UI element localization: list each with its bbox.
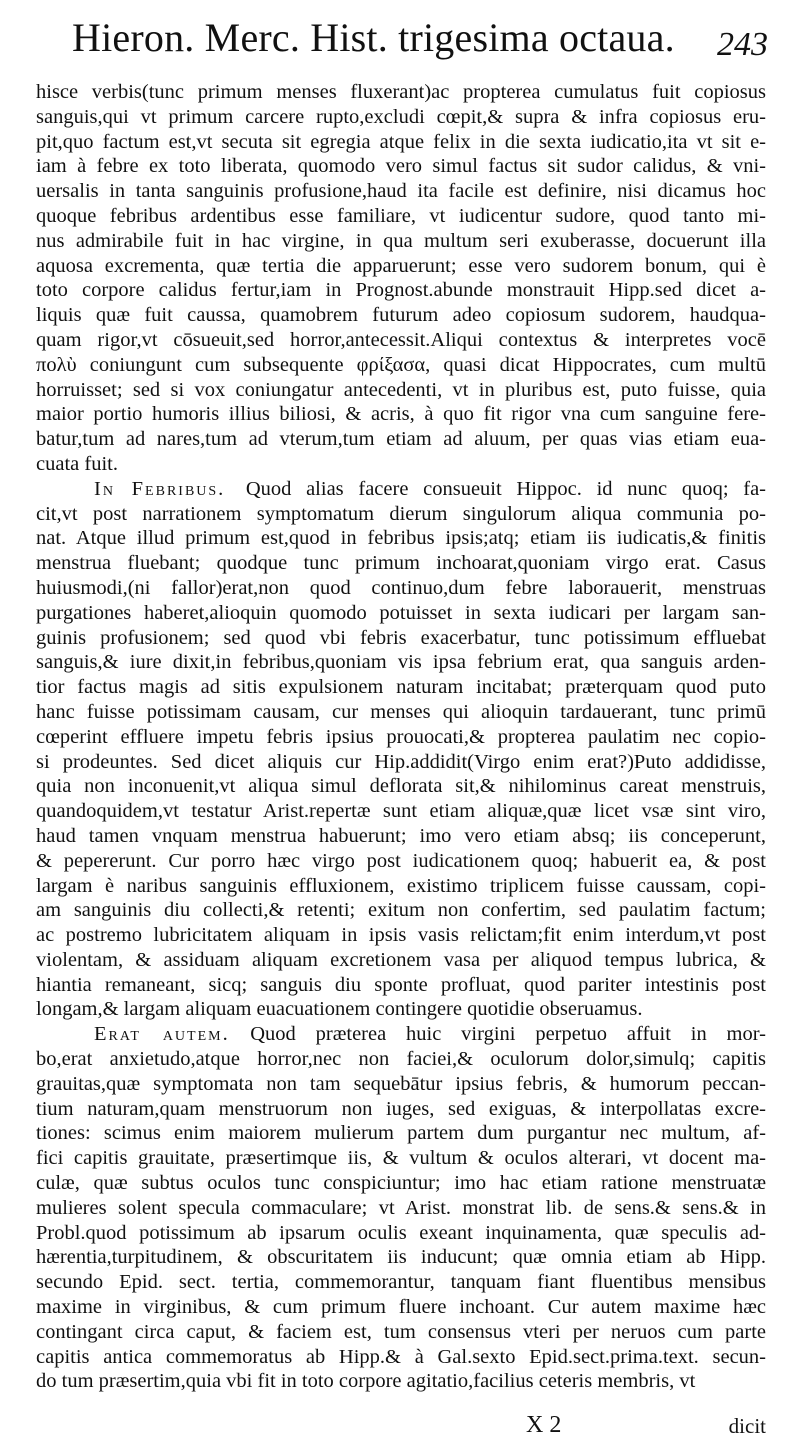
page-number: 243 — [717, 26, 768, 63]
text-line — [36, 427, 766, 452]
text-line — [36, 824, 766, 849]
section-lemma: Erat autem. — [94, 1023, 230, 1046]
text-line — [36, 1171, 766, 1196]
line-text: fici capitis grauitate, præsertimque iis, & vultum & oculos alterari, vt docent ma- — [36, 1147, 766, 1170]
paragraph — [36, 1022, 766, 1394]
text-line — [36, 130, 766, 155]
line-text: guinis profusionem; sed quod vbi febris exacerbatur, tunc potissimum effluebat — [36, 626, 766, 649]
line-text: mulieres solent specula commaculare; vt Arist. monstrat lib. de sens.& sens.& in — [36, 1196, 766, 1219]
text-line — [36, 675, 766, 700]
line-text: liquis quæ fuit caussa, quamobrem futurum adeo copiosum sudorem, haudqua- — [36, 304, 766, 327]
section-lemma: In Febribus. — [94, 477, 226, 500]
text-line — [36, 551, 766, 576]
line-text: violentam, & assiduam aliquam excretionem vasa per aliquod tempus lubrica, & — [36, 948, 766, 971]
line-text: cuata fuit. — [36, 452, 118, 475]
line-text: tior factus magis ad sitis expulsionem naturam incitabat; præterquam quod puto — [36, 676, 766, 699]
page-header — [72, 14, 772, 76]
line-text: hisce verbis(tunc primum menses fluxerant)ac propterea cumulatus fuit copiosus — [36, 81, 766, 103]
text-line — [36, 1320, 766, 1345]
text-line — [36, 1047, 766, 1072]
text-line — [36, 923, 766, 948]
line-text: nat. Atque illud primum est,quod in febribus ipsis;atq; etiam iis iudicatis,& finitis — [36, 527, 766, 550]
text-line — [36, 154, 766, 179]
text-line — [36, 874, 766, 899]
text-line — [36, 229, 766, 254]
line-text: cit,vt post narrationem symptomatum dierum singulorum aliqua communia po- — [36, 502, 766, 525]
line-text: hiantia remaneant, sicq; sanguis diu sponte profluat, quod pariter intestinis post — [36, 973, 766, 996]
line-text: capitis antica commemoratus ab Hipp.& à Gal.sexto Epid.sect.prima.text. secun- — [36, 1345, 766, 1368]
catchword: dicit — [728, 1414, 766, 1438]
line-text: culæ, quæ subtus oculos tunc conspiciuntur; imo hac etiam ratione menstruatæ — [36, 1172, 766, 1195]
line-text: largam è naribus sanguinis effluxionem, existimo triplicem fuisse caussam, copi- — [36, 874, 766, 897]
text-line — [36, 750, 766, 775]
text-line — [36, 1097, 766, 1122]
text-line — [36, 402, 766, 427]
line-text: iam à febre ex toto liberata, quomodo vero simul factus sit sudor calidus, & vni- — [36, 155, 766, 178]
line-text: hanc fuisse potissimam causam, cur menses qui alioquin tardauerant, tunc primū — [36, 700, 766, 723]
line-text: Quod alias facere consueuit Hippoc. id nunc quoq; fa- — [245, 477, 766, 500]
line-text: menstrua fluebant; quodque tunc primum inchoarat,quoniam virgo erat. Casus — [36, 552, 766, 575]
text-line — [36, 1221, 766, 1246]
running-title: Hieron. Merc. Hist. trigesima octaua. — [72, 15, 675, 60]
line-text: bo,erat anxietudo,atque horror,nec non faciei,& oculorum dolor,simulq; capitis — [36, 1048, 766, 1071]
text-line — [36, 80, 766, 105]
line-text: aquosa excrementa, quæ tertia die apparuerunt; esse vero sudorem bonum, qui è — [36, 254, 766, 277]
text-line — [36, 353, 766, 378]
text-line — [36, 303, 766, 328]
text-line — [36, 328, 766, 353]
text-line — [36, 378, 766, 403]
text-line — [36, 1072, 766, 1097]
line-text: quia non inconuenit,vt aliqua simul deflorata sit,& nihilominus careat menstruis, — [36, 775, 766, 798]
text-line — [36, 650, 766, 675]
text-line — [36, 502, 766, 527]
text-line — [36, 1121, 766, 1146]
line-text: hærentia,turpitudinem, & obscuritatem iis inducunt; quæ omnia etiam ab Hipp. — [36, 1246, 766, 1269]
text-line — [36, 179, 766, 204]
text-body — [36, 80, 766, 1394]
line-text: Probl.quod potissimum ab ipsarum oculis exeant inquinamenta, quæ speculis ad- — [36, 1221, 766, 1244]
line-text: grauitas,quæ symptomata non tam sequebātur ipsius febris, & humorum peccan- — [36, 1072, 766, 1095]
line-text: maior portio humoris illius biliosi, & acris, à quo fit rigor vna cum sanguine fere- — [36, 403, 766, 426]
text-line — [36, 1022, 766, 1047]
line-text: si prodeuntes. Sed dicet aliquis cur Hip.addidit(Virgo enim erat?)Puto addidisse, — [36, 750, 766, 773]
text-line — [36, 948, 766, 973]
paragraph — [36, 477, 766, 1023]
text-line — [36, 1245, 766, 1270]
line-text: huiusmodi,(ni fallor)erat,non quod continuo,dum febre laborauerit, menstruas — [36, 576, 766, 599]
line-text: quoque febribus ardentibus esse familiare, vt iudicentur sudore, quod tanto mi- — [36, 204, 766, 227]
line-text: sanguis,qui vt primum carcere rupto,excludi cœpit,& supra & infra copiosus eru- — [36, 105, 766, 128]
line-text: pit,quo factum est,vt secuta sit egregia atque felix in die sexta iudicatio,ita vt sit e- — [36, 130, 766, 153]
text-line — [36, 1196, 766, 1221]
text-line — [36, 725, 766, 750]
line-text: longam,& largam aliquam euacuationem contingere quotidie obseruamus. — [36, 998, 643, 1021]
text-line — [36, 452, 766, 477]
text-line — [36, 1345, 766, 1370]
line-text: cœperint effluere impetu febris ipsius prouocati,& propterea paulatim nec copio- — [36, 725, 766, 748]
text-line — [36, 601, 766, 626]
line-text: uersalis in tanta sanguinis profusione,haud ita facile est definire, nisi dicamus hoc — [36, 180, 766, 203]
line-text: haud tamen vnquam menstrua habuerunt; imo vero etiam absq; iis conceperunt, — [36, 824, 766, 847]
line-text: πολὺ coniungunt cum subsequente φρίξασα, quasi dicat Hippocrates, cum multū — [36, 353, 766, 376]
text-line — [36, 626, 766, 651]
line-text: am sanguinis diu collecti,& retenti; exitum non confertim, sed paulatim factum; — [36, 899, 766, 922]
text-line — [36, 278, 766, 303]
text-line — [36, 576, 766, 601]
line-text: toto corpore calidus fertur,iam in Prognost.abunde monstrauit Hipp.sed dicet a- — [36, 279, 766, 302]
line-text: tiones: scimus enim maiorem mulierum partem dum purgantur nec multum, af- — [36, 1122, 766, 1145]
line-text: purgationes haberet,alioquin quomodo potuisset in sexta iudicari per largam san- — [36, 601, 766, 624]
text-line — [36, 204, 766, 229]
text-line — [36, 1369, 766, 1394]
line-text: batur,tum ad nares,tum ad vterum,tum etiam ad aluum, per quas vias etiam eua- — [36, 428, 766, 451]
line-text: ac postremo lubricitatem aliquam in ipsis vasis relictam;fit enim interdum,vt post — [36, 924, 766, 947]
line-text: sanguis,& iure dixit,in febribus,quoniam vis ipsa febrium erat, qua sanguis arden- — [36, 651, 766, 674]
text-line — [36, 1295, 766, 1320]
text-line — [36, 526, 766, 551]
text-line — [36, 700, 766, 725]
line-text: secundo Epid. sect. tertia, commemorantur, tanquam fiant fluentibus mensibus — [36, 1271, 766, 1294]
text-line — [36, 1270, 766, 1295]
line-text: nus admirabile fuit in hac virgine, in qua multum seri exuberasse, docuerunt illa — [36, 229, 766, 252]
signature-mark: X 2 — [526, 1412, 562, 1438]
text-line — [36, 799, 766, 824]
line-text: Quod præterea huic virgini perpetuo affuit in mor- — [250, 1023, 766, 1046]
line-text: maxime in virginibus, & cum primum fluere inchoant. Cur autem maxime hæc — [36, 1296, 766, 1319]
text-line — [36, 898, 766, 923]
text-line — [36, 973, 766, 998]
text-line — [36, 105, 766, 130]
line-text: & pepererunt. Cur porro hæc virgo post iudicationem quoq; habuerit ea, & post — [36, 849, 766, 872]
text-line — [36, 849, 766, 874]
paragraph — [36, 80, 766, 477]
line-text: contingant circa caput, & faciem est, tum consensus vteri per neruos cum parte — [36, 1320, 766, 1343]
text-line — [36, 1146, 766, 1171]
text-line — [36, 774, 766, 799]
line-text: horruisset; sed si vox coniungatur antecedenti, vt in pluribus est, puto fuisse, quia — [36, 378, 766, 401]
line-text: quam rigor,vt cōsueuit,sed horror,antecessit.Aliqui contextus & interpretes vocē — [36, 328, 766, 351]
text-line — [36, 997, 766, 1022]
line-text: do tum præsertim,quia vbi fit in toto corpore agitatio,facilius ceteris membris, vt — [36, 1370, 696, 1393]
text-line — [36, 477, 766, 502]
text-line — [36, 254, 766, 279]
line-text: tium naturam,quam menstruorum non iuges, sed exiguas, & interpollatas excre- — [36, 1097, 766, 1120]
line-text: quandoquidem,vt testatur Arist.repertæ sunt etiam aliquæ,quæ licet vsæ sint viro, — [36, 800, 766, 823]
page-footer — [36, 1412, 766, 1442]
